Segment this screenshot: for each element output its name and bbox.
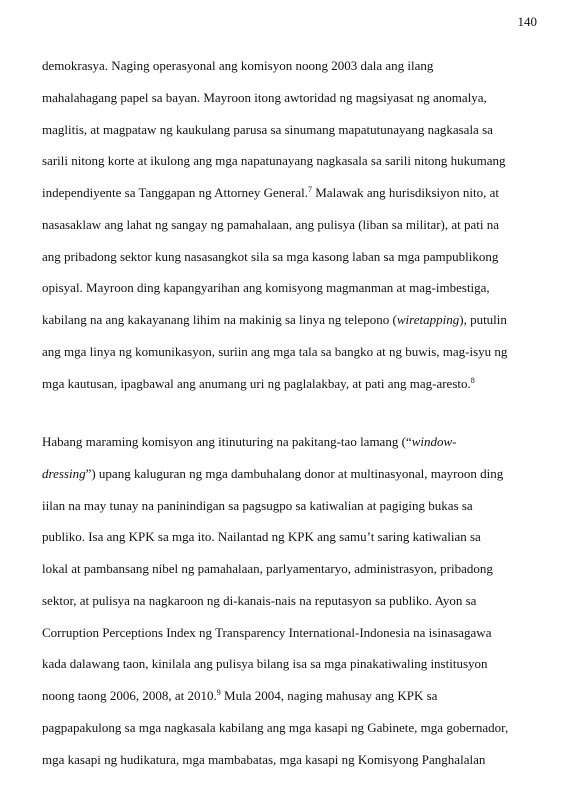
italic-text: dressing xyxy=(42,465,86,481)
text-line xyxy=(42,344,542,376)
text-line xyxy=(42,466,542,498)
text-line xyxy=(42,217,542,249)
text-segment: ang pribadong sektor kung nasasangkot sila sa mga kasong laban sa mga pampublikong xyxy=(42,248,499,264)
text-segment: ”) upang kaluguran ng mga dambuhalang donor at multinasyonal, mayroon ding xyxy=(85,465,504,481)
text-segment: iilan na may tunay na paninindigan sa pagsugpo sa katiwalian at pagiging bukas sa xyxy=(42,497,473,513)
italic-text: window- xyxy=(411,434,457,449)
text-line xyxy=(42,58,542,90)
text-line xyxy=(42,249,542,281)
text-line xyxy=(42,376,542,408)
text-segment: mga kasapi ng hudikatura, mga mambabatas, mga kasapi ng Komisyong Panghalalan xyxy=(42,751,486,767)
text-segment: demokrasya. Naging operasyonal ang komisyon noong 2003 dala ang ilang xyxy=(42,58,434,73)
text-line xyxy=(42,656,542,688)
text-segment: kabilang na ang kakayanang lihim na makinig sa linya ng telepono ( xyxy=(42,312,397,327)
text-segment: Mula 2004, naging mahusay ang KPK sa xyxy=(220,688,438,703)
text-segment: sektor, at pulisya na nagkaroon ng di-kanais-nais na reputasyon sa publiko. Ayon sa xyxy=(42,592,477,608)
text-segment: mga kautusan, ipagbawal ang anumang uri ng paglalakbay, at pati ang mag-aresto. xyxy=(42,375,471,391)
text-segment: ang mga linya ng komunikasyon, suriin ang mga tala sa bangko at ng buwis, mag-isyu ng xyxy=(42,343,508,359)
footnote-reference: 8 xyxy=(470,375,475,385)
paragraph-2 xyxy=(42,434,542,783)
text-segment: opisyal. Mayroon ding kapangyarihan ang komisyong magmanman at mag-imbestiga, xyxy=(42,280,490,296)
text-segment: Habang maraming komisyon ang itinuturing na pakitang-tao lamang (“ xyxy=(42,434,412,449)
text-line xyxy=(42,625,542,657)
text-line xyxy=(42,153,542,185)
text-line xyxy=(42,434,542,466)
text-segment: maglitis, at magpataw ng kaukulang parusa sa sinumang mapatutunayang nagkasala sa xyxy=(42,121,493,137)
text-line xyxy=(42,122,542,154)
text-segment: mahalahagang papel sa bayan. Mayroon itong awtoridad ng magsiyasat ng anomalya, xyxy=(42,89,487,105)
text-line xyxy=(42,688,542,720)
footnote-reference: 9 xyxy=(216,688,221,697)
text-line xyxy=(42,752,542,784)
italic-text: wiretapping xyxy=(396,312,460,327)
text-line xyxy=(42,90,542,122)
text-line xyxy=(42,280,542,312)
page-number: 140 xyxy=(517,14,537,29)
text-segment: lokal at pambansang nibel ng pamahalaan, parlyamentaryo, administrasyon, pribadong xyxy=(42,561,493,576)
text-line xyxy=(42,185,542,217)
text-segment: nasasaklaw ang lahat ng sangay ng pamahalaan, ang pulisya (liban sa militar), at pati na xyxy=(42,216,500,232)
text-line xyxy=(42,529,542,561)
text-segment: sarili nitong korte at ikulong ang mga napatunayang nagkasala sa sarili nitong hukumang xyxy=(42,153,506,169)
text-segment: kada dalawang taon, kinilala ang pulisya bilang isa sa mga pinakatiwaling institusyon xyxy=(42,656,488,672)
text-line xyxy=(42,561,542,593)
text-segment: Malawak ang hurisdiksiyon nito, at xyxy=(312,185,500,200)
paragraph-1 xyxy=(42,58,542,407)
text-line xyxy=(42,593,542,625)
text-line xyxy=(42,498,542,530)
text-line xyxy=(42,312,542,344)
text-segment: publiko. Isa ang KPK sa mga ito. Nailantad ng KPK ang samu’t saring katiwalian sa xyxy=(42,529,481,545)
footnote-reference: 7 xyxy=(308,185,312,194)
text-segment: noong taong 2006, 2008, at 2010. xyxy=(42,688,217,703)
text-segment: Corruption Perceptions Index ng Transparency International-Indonesia na isinasagawa xyxy=(42,624,492,640)
text-segment: pagpapakulong sa mga nagkasala kabilang ang mga kasapi ng Gabinete, mga gobernador, xyxy=(42,719,509,735)
text-line xyxy=(42,720,542,752)
text-segment: independiyente sa Tanggapan ng Attorney General. xyxy=(42,185,308,200)
text-segment: ), putulin xyxy=(459,312,507,327)
